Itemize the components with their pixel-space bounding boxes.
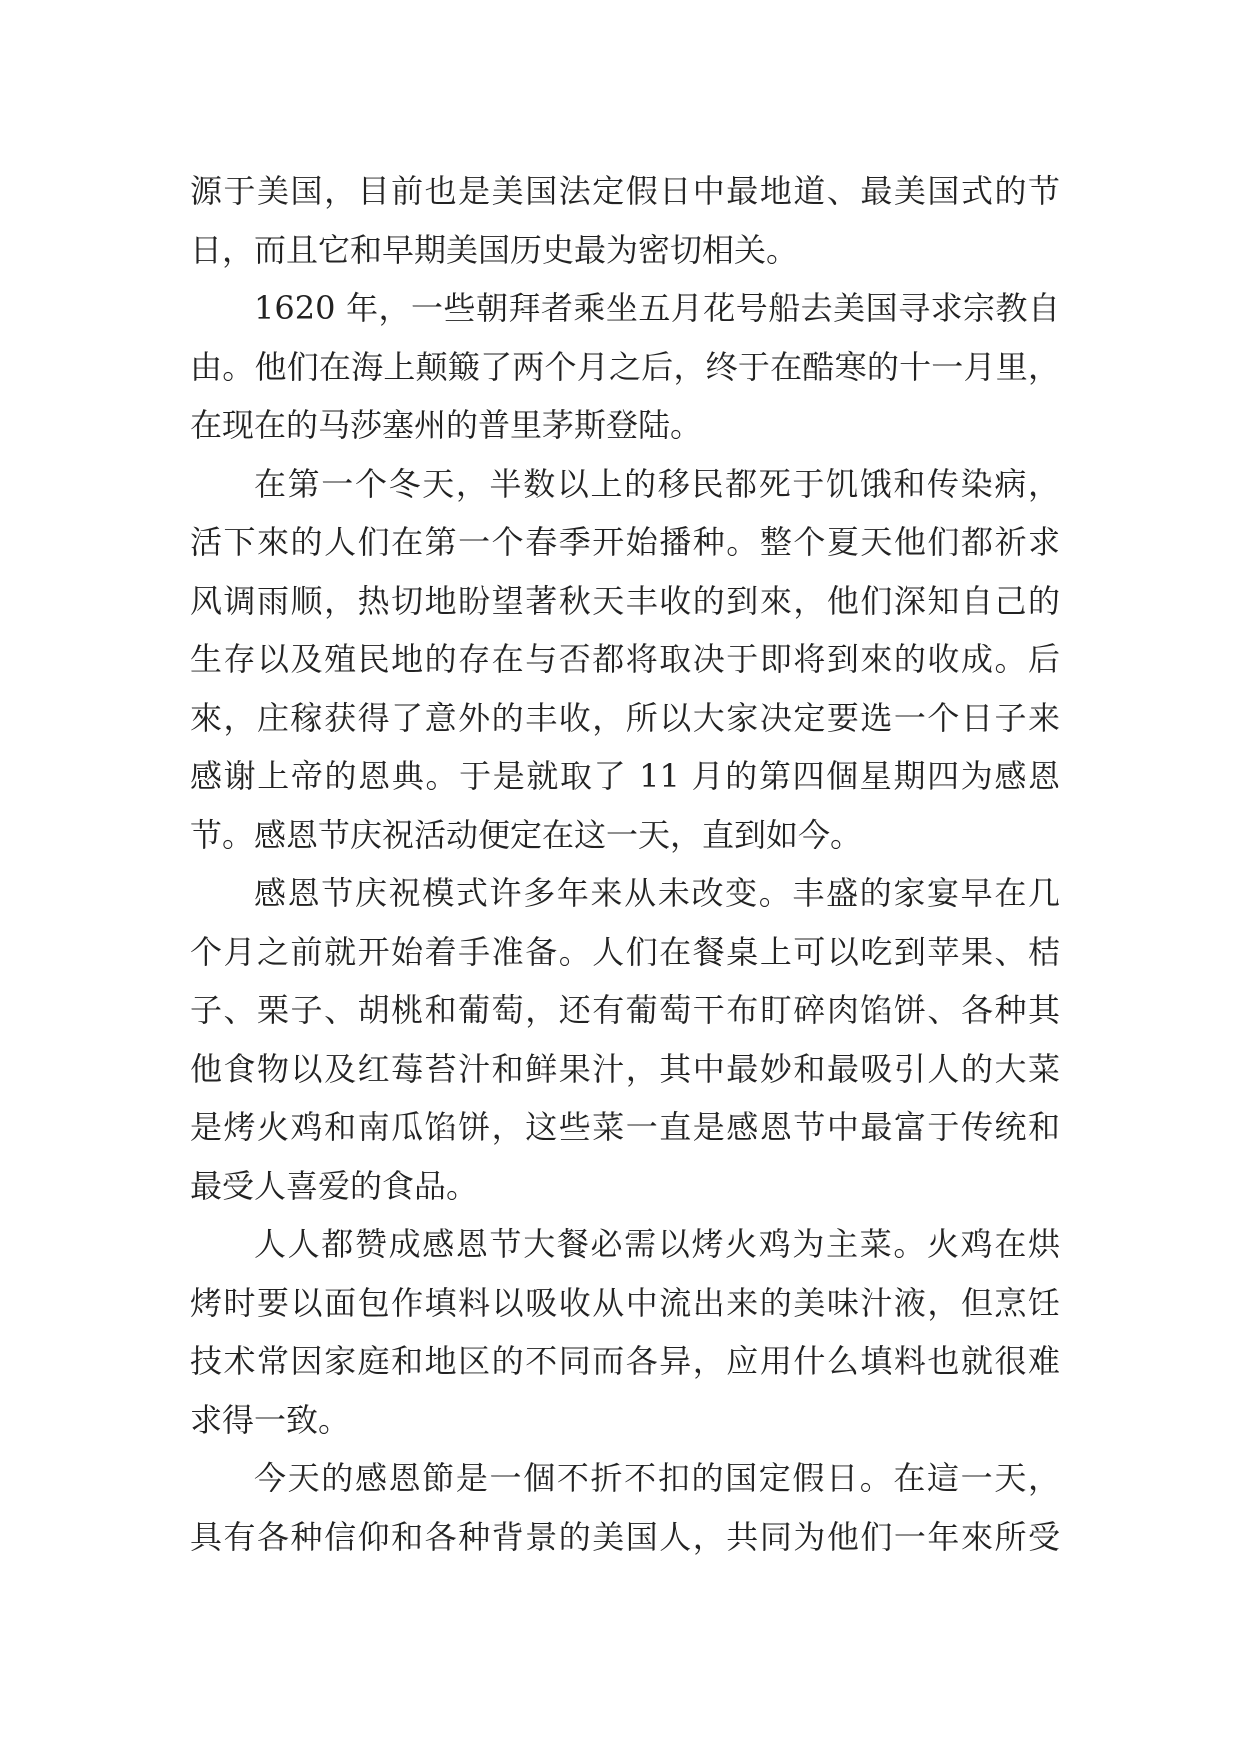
text-line: 活下來的人们在第一个春季开始播种。整个夏天他们都祈求 [190,523,1060,561]
text-line: 源于美国，目前也是美国法定假日中最地道、最美国式的节 [190,172,1060,210]
text-line: 今天的感恩節是一個不折不扣的国定假日。在這一天， [254,1459,1060,1497]
text-line: 人人都赞成感恩节大餐必需以烤火鸡为主菜。火鸡在烘 [254,1225,1060,1263]
text-line: 节。感恩节庆祝活动便定在这一天，直到如今。 [190,815,863,854]
text-line: 由。他们在海上颠簸了两个月之后，终于在酷寒的十一月里， [190,347,1060,386]
text-line: 感谢上帝的恩典。于是就取了 11 月的第四個星期四为感恩 [190,757,1060,795]
text-line: 烤时要以面包作填料以吸收从中流出来的美味汁液，但烹饪 [190,1283,1060,1322]
text-line: 最受人喜爱的食品。 [190,1166,479,1205]
text-line: 1620 年，一些朝拜者乘坐五月花号船去美国寻求宗教自 [254,289,1060,327]
text-line: 是烤火鸡和南瓜馅饼，这些菜一直是感恩节中最富于传统和 [190,1108,1060,1146]
text-line: 感恩节庆祝模式许多年来从未改变。丰盛的家宴早在几 [254,874,1060,912]
text-line: 在第一个冬天，半数以上的移民都死于饥饿和传染病， [254,464,1060,503]
text-line: 技术常因家庭和地区的不同而各异，应用什么填料也就很难 [190,1342,1060,1380]
text-line: 日，而且它和早期美国历史最为密切相关。 [190,230,799,269]
text-line: 求得一致。 [190,1400,351,1439]
text-line: 在现在的马莎塞州的普里茅斯登陆。 [190,406,703,444]
text-line: 來，庄稼获得了意外的丰收，所以大家决定要选一个日子来 [190,698,1060,737]
text-line: 个月之前就开始着手准备。人们在餐桌上可以吃到苹果、桔 [190,932,1060,971]
text-line: 风调雨顺，热切地盼望著秋天丰收的到來，他们深知自己的 [190,581,1060,620]
text-line: 具有各种信仰和各种背景的美国人，共同为他们一年來所受 [190,1517,1060,1556]
text-line: 子、栗子、胡桃和葡萄，还有葡萄干布盯碎肉馅饼、各种其 [190,991,1060,1029]
text-line: 生存以及殖民地的存在与否都将取决于即将到來的收成。后 [190,640,1060,678]
text-line: 他食物以及红莓苔汁和鲜果汁，其中最妙和最吸引人的大菜 [190,1049,1060,1088]
